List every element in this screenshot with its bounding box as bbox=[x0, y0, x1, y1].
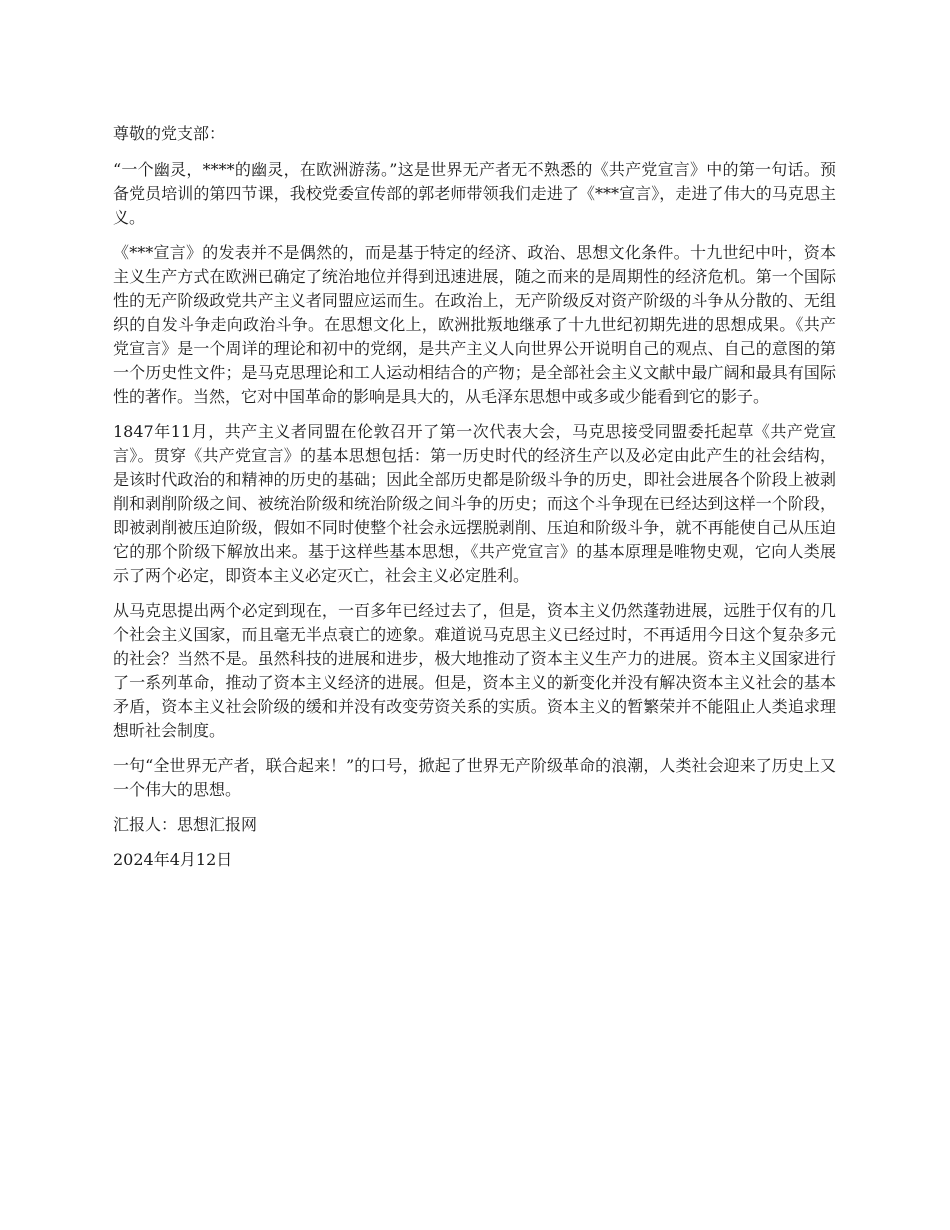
signature: 汇报人：思想汇报网 bbox=[113, 815, 258, 834]
paragraph-4: 从马克思提出两个必定到现在，一百多年已经过去了，但是，资本主义仍然蓬勃进展，远胜于仅有的几个社会主义国家，而且毫无半点衰亡的迹象。难道说马克思主义已经过时，不再适用今日这个复杂多元的社会？当然不是。虽然科技的进展和进步，极大地推动了资本主义生产力的进展。资本主义国家进行了一系列革命，推动了资本主义经济的进展。但是，资本主义的新变化并没有解决资本主义社会的基本矛盾，资本主义社会阶级的缓和并没有改变劳资关系的实质。资本主义的暂繁荣并不能阻止人类追求理想昕社会制度。 bbox=[113, 601, 836, 740]
paragraph-5: 一句“全世界无产者，联合起来！”的口号，掀起了世界无产阶级革命的浪潮，人类社会迎来了历史上又一个伟大的思想。 bbox=[113, 756, 836, 799]
date: 2024年4月12日 bbox=[113, 850, 233, 869]
paragraph-3: 1847年11月，共产主义者同盟在伦敦召开了第一次代表大会，马克思接受同盟委托起草《共产党宣言》。贯穿《共产党宣言》的基本思想包括：第一历史时代的经济生产以及必定由此产生的社会结构，是该时代政治的和精神的历史的基础；因此全部历史都是阶级斗争的历史，即社会进展各个阶段上被剥削和剥削阶级之间、被统治阶级和统治阶级之间斗争的历史；而这个斗争现在已经达到这样一个阶段，即被剥削被压迫阶级，假如不同时使整个社会永远摆脱剥削、压迫和阶级斗争，就不再能使自己从压迫它的那个阶级下解放出来。基于这样些基本思想，《共产党宣言》的基本原理是唯物史观，它向人类展示了两个必定，即资本主义必定灭亡，社会主义必定胜利。 bbox=[113, 422, 836, 585]
paragraph-1: “一个幽灵，****的幽灵，在欧洲游荡。”这是世界无产者无不熟悉的《共产党宣言》中的第一句话。预备党员培训的第四节课，我校党委宣传部的郭老师带领我们走进了《***宣言》，走进了伟大的马克思主义。 bbox=[113, 160, 836, 227]
paragraph-2: 《***宣言》的发表并不是偶然的，而是基于特定的经济、政治、思想文化条件。十九世纪中叶，资本主义生产方式在欧洲已确定了统治地位并得到迅速进展，随之而来的是周期性的经济危机。第一个国际性的无产阶级政党共产主义者同盟应运而生。在政治上，无产阶级反对资产阶级的斗争从分散的、无组织的自发斗争走向政治斗争。在思想文化上，欧洲批叛地继承了十九世纪初期先进的思想成果。《共产党宣言》是一个周详的理论和初中的党纲，是共产主义人向世界公开说明自己的观点、自己的意图的第一个历史性文件；是马克思理论和工人运动相结合的产物；是全部社会主义文献中最广阔和最具有国际性的著作。当然，它对中国革命的影响是具大的，从毛泽东思想中或多或少能看到它的影子。 bbox=[113, 243, 836, 406]
greeting: 尊敬的党支部： bbox=[113, 124, 226, 143]
